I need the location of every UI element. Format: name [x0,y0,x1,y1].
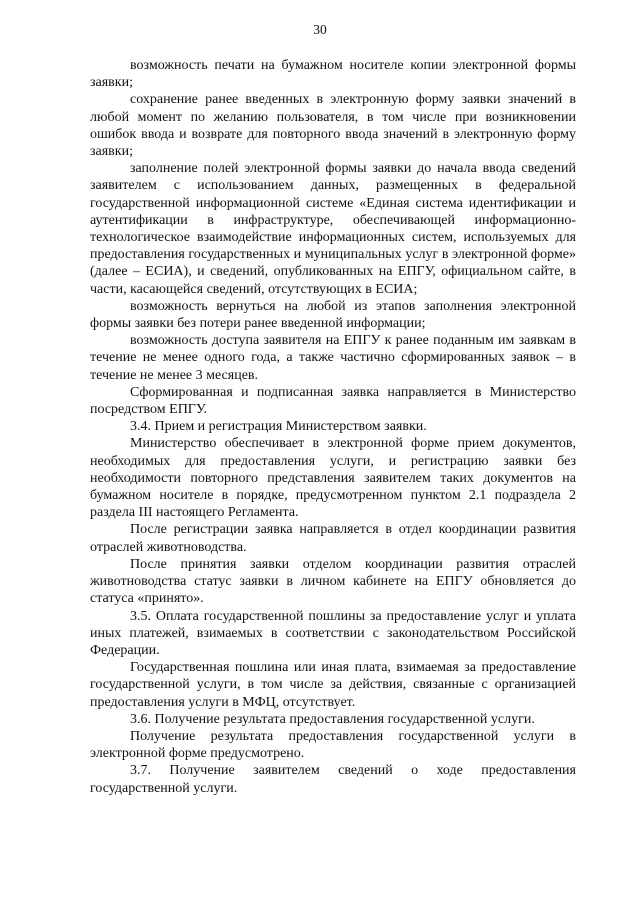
paragraph-esia-fill: заполнение полей электронной формы заявки до начала ввода сведений заявителем с использованием данных, размещенных в федеральной государственной информационной системе «Единая система идентификации и аутентификации в инфраструктуре, обеспечивающей информационно-технологическое взаимодействие информационных систем, используемых для предоставления государственных и муниципальных услуг в электронной форме» (далее – ЕСИА), и сведений, опубликованных на ЕПГУ, официальном сайте, в части, касающейся сведений, отсутствующих в ЕСИА; [90,161,576,297]
document-body [90,57,576,797]
section-heading-3-4: 3.4. Прием и регистрация Министерством заявки. [130,419,427,435]
paragraph-return-step: возможность вернуться на любой из этапов заполнения электронной формы заявки без потери ранее введенной информации; [90,298,576,332]
paragraph-access-period: возможность доступа заявителя на ЕПГУ к ранее поданным им заявкам в течение не менее одного года, а также частично сформированных заявок – в течение не менее 3 месяцев. [90,333,576,383]
page-number: 30 [313,22,327,37]
paragraph-print-copy: возможность печати на бумажном носителе копии электронной формы заявки; [90,58,576,91]
paragraph-result-electronic: Получение результата предоставления государственной услуги в электронной форме предусмотрено. [90,728,576,762]
paragraph-save-values: сохранение ранее введенных в электронную форму заявки значений в любой момент по желанию пользователя, в том числе при возникновении ошибок ввода и возврате для повторного ввода значений в электронную форму заявки; [90,92,576,160]
paragraph-fee-absent: Государственная пошлина или иная плата, взимаемая за предоставление государственной услуги, в том числе за действия, связанные с организацией предоставления услуги в МФЦ, отсутствует. [90,660,576,710]
paragraph-submission: Сформированная и подписанная заявка направляется в Министерство посредством ЕПГУ. [90,384,576,418]
section-heading-3-7: 3.7. Получение заявителем сведений о ходе предоставления государственной услуги. [90,763,576,796]
section-heading-3-5: 3.5. Оплата государственной пошлины за предоставление услуг и уплата иных платежей, взимаемых в соответствии с законодательством Российской Федерации. [90,608,576,658]
paragraph-after-registration: После регистрации заявка направляется в отдел координации развития отраслей животноводства. [90,522,576,555]
paragraph-status-update: После принятия заявки отделом координации развития отраслей животноводства статус заявки в личном кабинете на ЕПГУ обновляется до статуса «принято». [90,556,576,607]
paragraph-ministry-receipt: Министерство обеспечивает в электронной форме прием документов, необходимых для предоставления услуги, и регистрацию заявки без необходимости повторного представления заявителем таких документов на бумажном носителе в порядке, предусмотренном пунктом 2.1 подраздела 2 раздела III настоящего Регламента. [90,436,576,521]
section-heading-3-6: 3.6. Получение результата предоставления государственной услуги. [130,711,535,727]
